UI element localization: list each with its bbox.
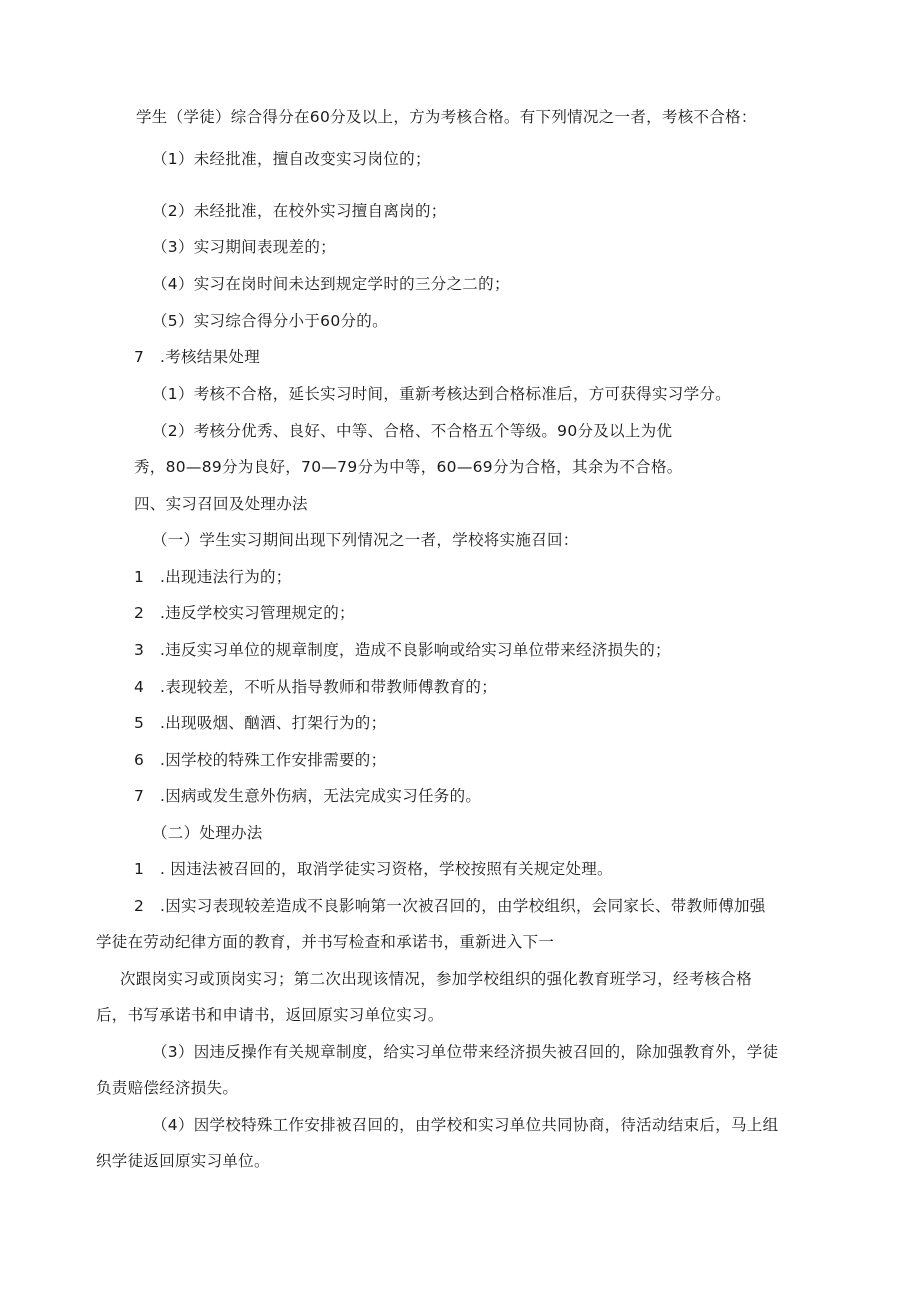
handling-item-4: （4）因学校特殊工作安排被召回的，由学校和实习单位共同协商，待活动结束后，马上组 xyxy=(152,1116,779,1134)
handling-item-2-line-4: 后，书写承诺书和申请书，返回原实习单位实习。 xyxy=(96,1006,444,1024)
section-heading-result-handling: 7 .考核结果处理 xyxy=(134,348,260,366)
result-item-2: （2）考核分优秀、良好、中等、合格、不合格五个等级。90分及以上为优 xyxy=(152,422,673,440)
result-item-1: （1）考核不合格，延长实习时间，重新考核达到合格标准后，方可获得实习学分。 xyxy=(152,385,731,403)
result-item-2-continued: 秀，80—89分为良好，70—79分为中等，60—69分为合格，其余为不合格。 xyxy=(134,458,683,476)
assessment-pass-criteria: 学生（学徒）综合得分在60分及以上，方为考核合格。有下列情况之一者，考核不合格： xyxy=(136,108,757,126)
fail-case-2: （2）未经批准，在校外实习擅自离岗的； xyxy=(152,202,447,220)
subsection-heading-handling: （二）处理办法 xyxy=(152,824,263,842)
recall-case-6: 6 .因学校的特殊工作安排需要的； xyxy=(134,751,387,769)
recall-case-2: 2 .违反学校实习管理规定的； xyxy=(134,604,355,622)
fail-case-1: （1）未经批准，擅自改变实习岗位的； xyxy=(152,150,431,168)
handling-item-2: 2 .因实习表现较差造成不良影响第一次被召回的，由学校组织，会同家长、带教师傅加强 xyxy=(134,897,766,915)
handling-item-2-line-2: 学徒在劳动纪律方面的教育，并书写检查和承诺书，重新进入下一 xyxy=(96,933,555,951)
recall-case-5: 5 .出现吸烟、酗酒、打架行为的； xyxy=(134,714,387,732)
recall-intro: （一）学生实习期间出现下列情况之一者，学校将实施召回： xyxy=(152,531,579,549)
handling-item-4-continued: 织学徒返回原实习单位。 xyxy=(96,1152,270,1170)
recall-case-1: 1 .出现违法行为的； xyxy=(134,568,292,586)
handling-item-3-continued: 负责赔偿经济损失。 xyxy=(96,1079,239,1097)
handling-item-3: （3）因违反操作有关规章制度，给实习单位带来经济损失被召回的，除加强教育外，学徒 xyxy=(152,1043,779,1061)
fail-case-5: （5）实习综合得分小于60分的。 xyxy=(152,312,388,330)
fail-case-3: （3）实习期间表现差的； xyxy=(152,238,336,256)
handling-item-1: 1 . 因违法被召回的，取消学徒实习资格，学校按照有关规定处理。 xyxy=(134,860,613,878)
recall-case-3: 3 .违反实习单位的规章制度，造成不良影响或给实习单位带来经济损失的； xyxy=(134,641,671,659)
recall-case-4: 4 .表现较差，不听从指导教师和带教师傅教育的； xyxy=(134,678,497,696)
fail-case-4: （4）实习在岗时间未达到规定学时的三分之二的； xyxy=(152,275,510,293)
recall-case-7: 7 .因病或发生意外伤病，无法完成实习任务的。 xyxy=(134,787,482,805)
handling-item-2-line-3: 次跟岗实习或顶岗实习；第二次出现该情况，参加学校组织的强化教育班学习，经考核合格 xyxy=(120,970,753,988)
section-heading-recall: 四、实习召回及处理办法 xyxy=(134,495,308,513)
